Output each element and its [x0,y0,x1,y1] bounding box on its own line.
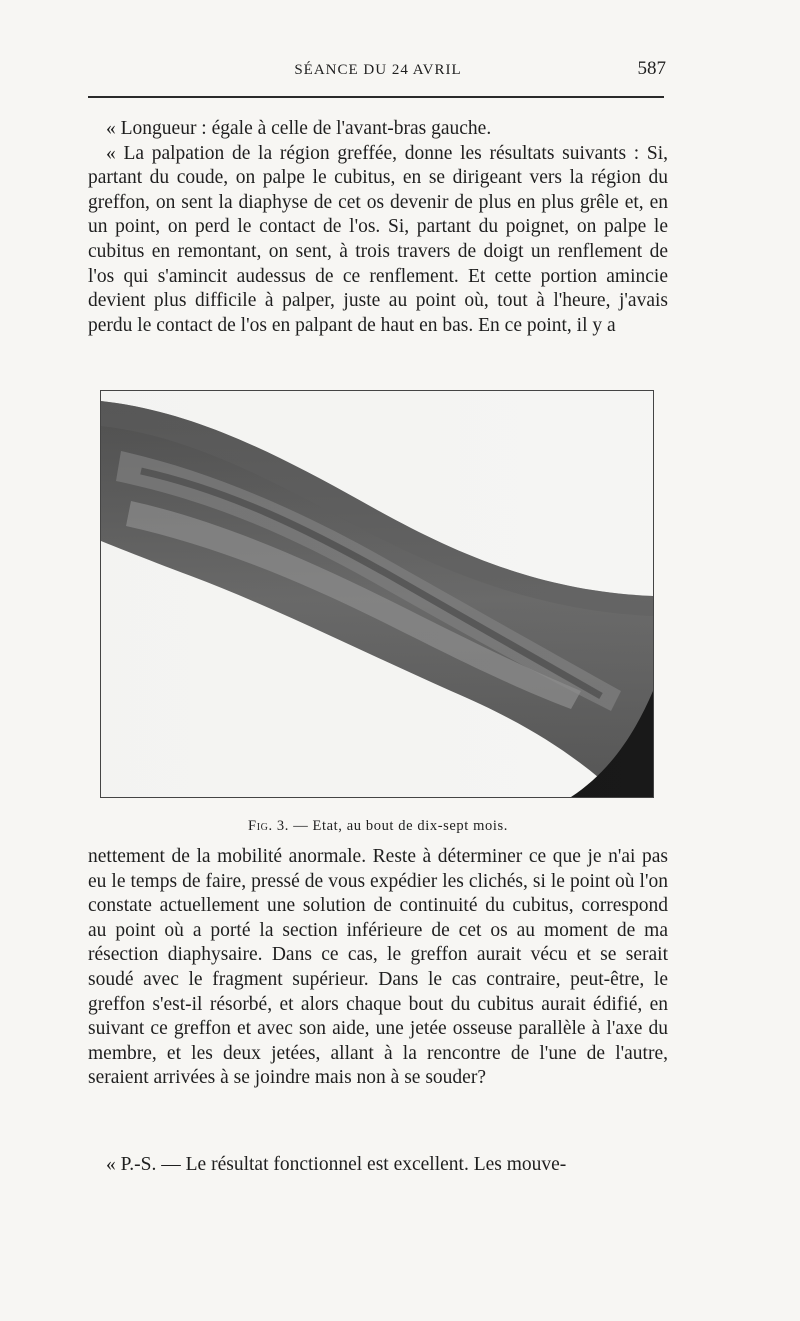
text-block-top [88,117,668,338]
text-block-last [88,1153,668,1178]
caption-text: — Etat, au bout de dix-sept mois. [293,818,508,834]
paragraph-after-figure: nettement de la mobilité anormale. Reste à déterminer ce que je n'ai pas eu le temps de faire, pressé de vous expédier les clichés, si le point où l'on constate actuellement une solution de continuité du cubitus, correspond au point où a porté la section inférieure de cet os au moment de ma résection diaphysaire. Dans ce cas, le greffon aurait vécu et se serait soudé avec le fragment supérieur. Dans le cas contraire, peut-être, le greffon s'est-il résorbé, et alors chaque bout du cubitus aurait édifié, en suivant ce greffon et avec son aide, une jetée osseuse parallèle à l'axe du membre, et les deux jetées, allant à la rencontre de l'une de l'autre, seraient arrivées à se joindre mais non à se souder? [88,846,668,1089]
xray-image [101,391,653,797]
paragraph-ps: « P.-S. — Le résultat fonctionnel est excellent. Les mouve- [106,1154,567,1175]
paragraph-palpation: « La palpation de la région greffée, donne les résultats suivants : Si, partant du coude, on palpe le cubitus, en se dirigeant vers la région du greffon, on sent la diaphyse de cet os devenir de plus en plus grêle et, en un point, on perd le contact de l'os. Si, partant du poignet, on palpe le cubitus en remontant, on sent, à trois travers de doigt un renflement de l'os qui s'amincit audessus de ce renflement. Et cette portion amincie devient plus difficile à palper, juste au point où, tout à l'heure, j'avais perdu le contact de l'os en palpant de haut en bas. En ce point, il y a [88,142,668,336]
running-head: SÉANCE DU 24 AVRIL [294,62,462,78]
xray-figure [100,390,654,798]
paragraph-longueur: « Longueur : égale à celle de l'avant-bras gauche. [106,118,492,139]
figure-caption [88,818,668,835]
page-number: 587 [637,58,666,79]
caption-label: Fig. 3. [248,818,289,834]
page-header [88,58,668,88]
text-block-after [88,845,668,1091]
header-rule [88,96,664,98]
